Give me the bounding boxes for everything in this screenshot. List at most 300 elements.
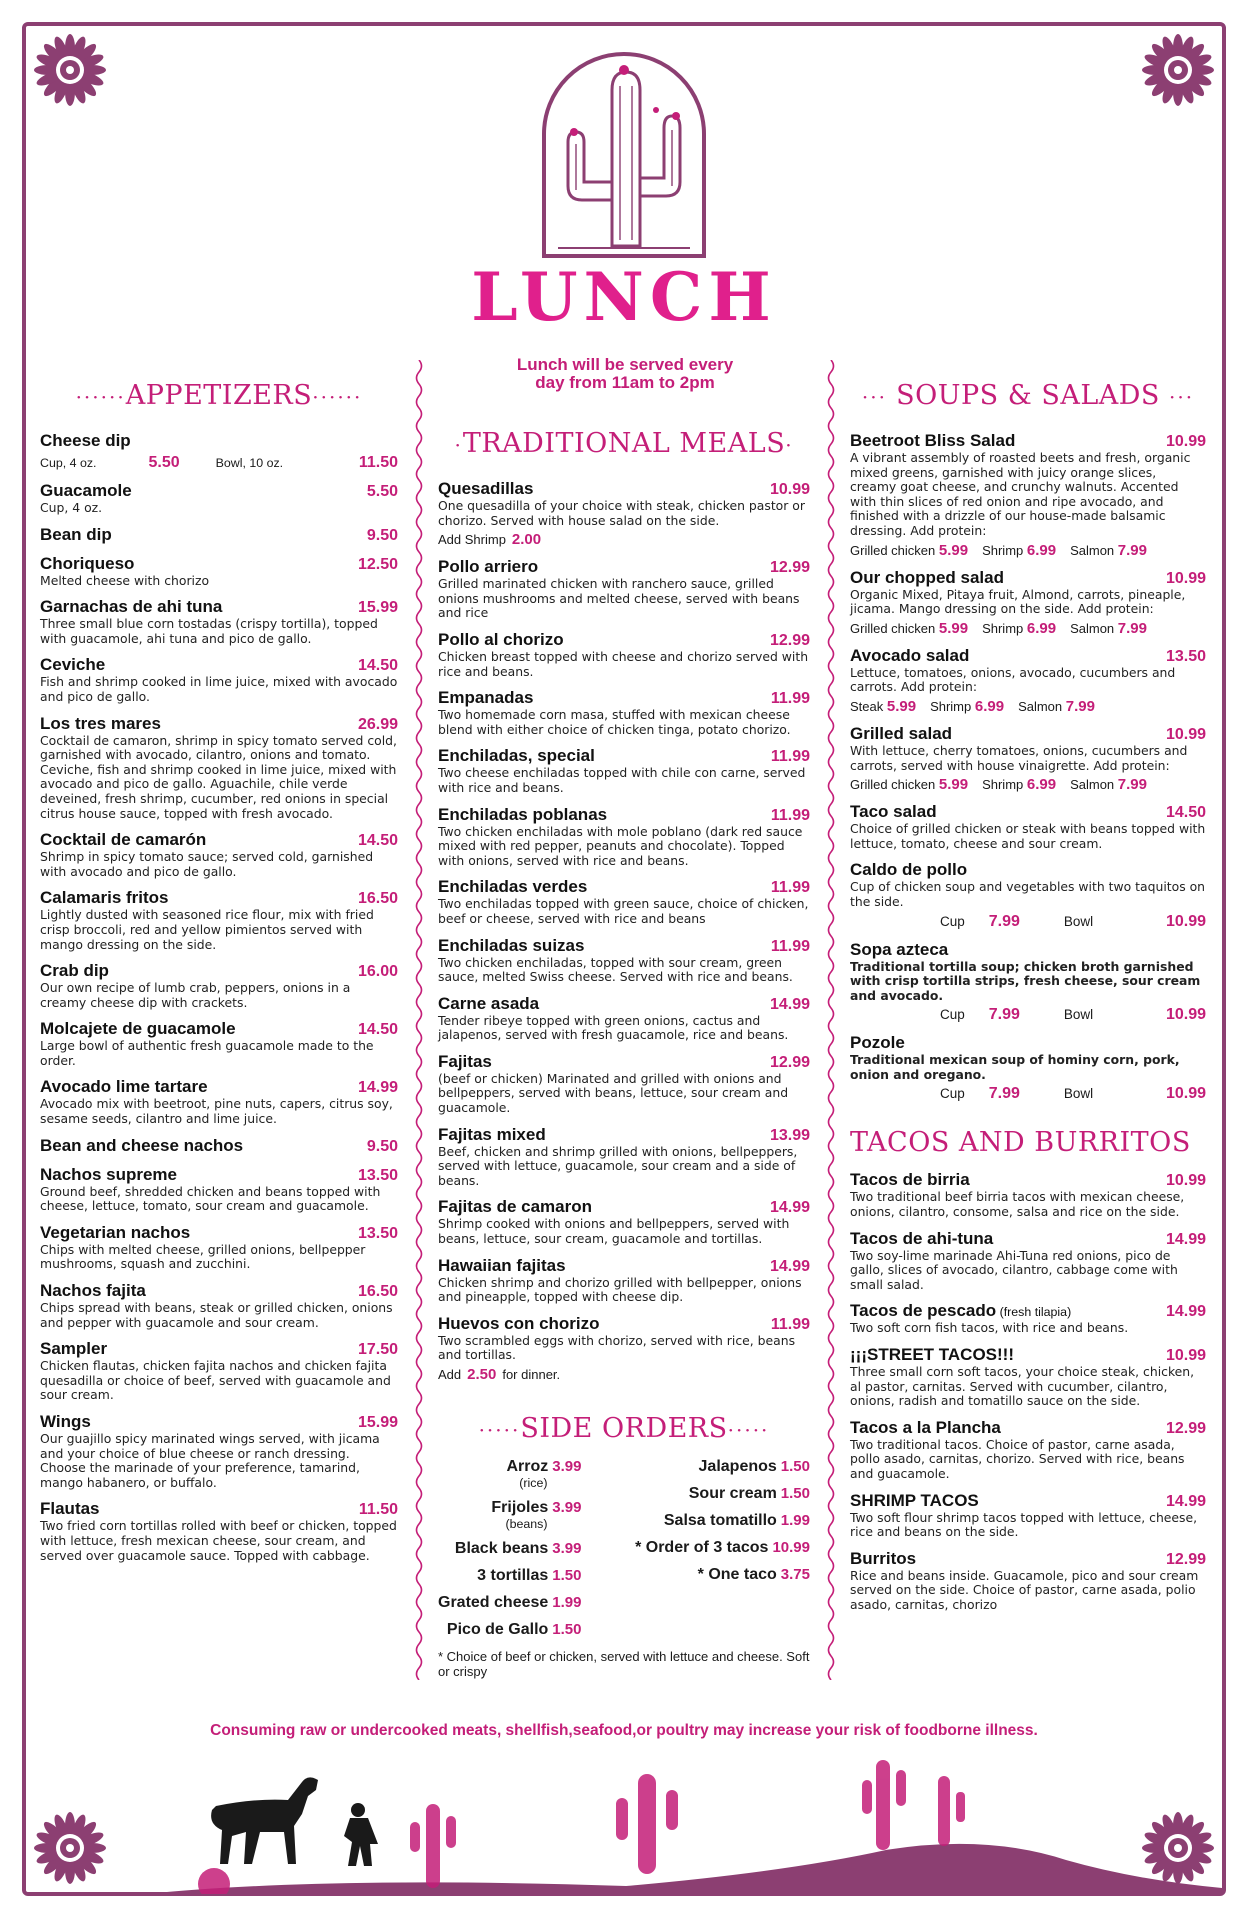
side-name: * Order of 3 tacos [635,1539,769,1556]
bowl-label: Bowl [1063,1007,1094,1023]
item-header [438,1052,810,1072]
item-header [40,1223,398,1243]
side-price: 3.99 [552,1458,582,1475]
side-order-item [438,1594,581,1612]
wavy-divider [824,360,838,1680]
item-name: Carne asada [438,993,540,1013]
side-name: Grated cheese [438,1594,549,1611]
item-price: 10.99 [1165,725,1206,743]
item-description: Chicken flautas, chicken fajita nachos and chicken fajita quesadilla or choice of beef, served with guacamole and sour cream. [40,1358,391,1403]
menu-item [40,1019,398,1068]
item-description: Chicken breast topped with cheese and chorizo served with rice and beans. [438,648,809,679]
item-description: Two fried corn tortillas rolled with beef or chicken, topped with lettuce, fresh mexican cheese, sour cream, and served over guacamole sauce. Topped with cabbage. [40,1518,397,1563]
menu-item [850,431,1206,559]
item-description: Cocktail de camaron, shrimp in spicy tomato served cold, garnished with avocado, cilantro, onions and tomato. Ceviche, fish and shrimp cooked in lime juice, mixed with avocado and pico de gallo. Aguachile, chile verde deveined, fresh shrimp, cucumber, red onions in special citrus house sauce, topped with fresh avocado. [40,732,397,821]
item-price: 14.99 [1165,1303,1206,1321]
side-name: Frijoles [491,1499,549,1516]
side-name: Sour cream [688,1485,777,1502]
item-header [438,1314,810,1334]
lunch-note-line: Lunch will be served every [516,355,734,374]
protein-label: Shrimp [982,542,1027,558]
item-price: 14.50 [357,832,398,850]
section-title: TACOS AND BURRITOS [850,1127,1191,1159]
item-name: Choriqueso [40,553,135,573]
menu-item [40,1339,398,1403]
bowl-price: 10.99 [1165,1085,1206,1103]
item-price: 11.99 [770,748,810,766]
bowl-label: Bowl [1063,1086,1094,1102]
side-note-sub: (beans) [505,1517,548,1531]
item-header [850,802,1206,822]
item-name-note: (fresh tilapia) [996,1305,1072,1320]
menu-item [850,802,1206,851]
protein-price: 5.99 [886,697,917,715]
item-description: Fish and shrimp cooked in lime juice, mixed with avocado and pico de gallo. [40,674,398,704]
section-title: ······APPETIZERS······ [75,380,363,411]
item-description: Grilled marinated chicken with ranchero sauce, grilled onions mushrooms and melted cheese, served with beans and rice [438,576,800,621]
menu-item [850,1549,1206,1613]
protein-option [850,698,916,715]
side-price: 1.99 [552,1594,582,1611]
item-name: Vegetarian nachos [40,1222,191,1242]
item-description: Two chicken enchiladas, topped with sour cream, green sauce, melted Swiss cheese. Served with rice and beans. [438,954,793,985]
item-header [438,630,810,650]
protein-options [850,620,1206,637]
menu-item [850,1229,1206,1293]
menu-item [438,805,810,869]
item-name: Hawaiian fajitas [438,1255,566,1275]
protein-option [850,620,968,637]
wavy-divider [412,360,426,1680]
menu-item [850,724,1206,793]
item-price: 17.50 [357,1341,398,1359]
item-name: Tacos de ahi-tuna [850,1228,994,1248]
cup-bowl-row [40,454,398,472]
item-description: Three small blue corn tostadas (crispy tortilla), topped with guacamole, ahi tuna and pico de gallo. [40,616,378,646]
item-header [40,597,398,617]
item-price: 13.99 [769,1126,810,1144]
menu-item [40,1281,398,1330]
item-price: 12.50 [357,555,398,573]
menu-item [40,525,398,545]
item-header [438,557,810,577]
item-header [850,1229,1206,1249]
item-description: Two scrambled eggs with chorizo, served with rice, beans and tortillas. [438,1332,796,1363]
item-header [850,1418,1206,1438]
item-description: Our own recipe of lumb crab, peppers, onions in a creamy cheese dip with crackets. [40,980,351,1010]
item-price: 14.99 [769,995,810,1013]
item-name: Cheese dip [40,431,131,450]
item-header [850,1345,1206,1365]
item-name: Pollo al chorizo [438,629,564,649]
item-name: Nachos supreme [40,1164,177,1184]
cup-bowl-row [850,1085,1206,1103]
item-name: Fajitas mixed [438,1124,546,1144]
menu-item [40,1412,398,1490]
item-name: Sampler [40,1339,108,1359]
menu-item [850,1418,1206,1482]
item-header [438,877,810,897]
item-header [850,1301,1206,1321]
menu-item [438,688,810,737]
menu-item [40,597,398,646]
menu-item [850,1170,1206,1219]
item-name: Bean dip [40,524,112,544]
menu-item [40,714,398,822]
item-description: Shrimp in spicy tomato sauce; served cold, garnished with avocado and pico de gallo. [40,849,374,879]
item-description: Two soy-lime marinade Ahi-Tuna red onions, pico de gallo, slices of avocado, cilantro, cabbage come with small salad. [850,1247,1178,1292]
protein-price: 7.99 [1117,619,1147,637]
side-order-item [455,1540,582,1558]
bowl-label: Bowl [1063,913,1094,929]
item-description: Beef, chicken and shrimp grilled with onions, bellpeppers, served with lettuce, guacamole, sour cream and a side of beans. [438,1143,798,1188]
menu-item [438,936,810,985]
item-name: Caldo de pollo [850,860,968,880]
protein-options [850,542,1206,559]
protein-options [850,776,1206,793]
item-header [40,1339,398,1359]
menu-item [438,994,810,1043]
protein-label: Shrimp [930,698,975,714]
item-name: Fajitas [438,1051,492,1071]
flower-icon [30,30,110,110]
item-price: 16.50 [357,890,398,908]
item-header [40,1019,398,1039]
menu-item [850,646,1206,715]
side-orders-grid [438,1458,810,1639]
item-header [850,646,1206,666]
item-description: Organic Mixed, Pitaya fruit, Almond, carrots, pineaple, jicama. Mango dressing on the side. Add protein: [850,586,1186,617]
soups-section [850,380,1206,1622]
item-description: (beef or chicken) Marinated and grilled with onions and bellpeppers, served with beans, lettuce, sour cream and guacamole. [438,1070,789,1116]
desert-scene [26,1740,1222,1894]
protein-label: Shrimp [982,620,1027,636]
menu-item [850,860,1206,930]
item-name: Bean and cheese nachos [40,1135,244,1155]
side-price: 1.50 [552,1621,582,1638]
item-description: Two traditional tacos. Choice of pastor, carne asada, pollo asado, carnitas, chorizo. Served with rice, beans and guacamole. [850,1436,1185,1481]
item-description: Chicken shrimp and chorizo grilled with bellpepper, onions and pineapple, topped with cheese dip. [438,1274,802,1305]
page-title: LUNCH [471,258,777,336]
protein-options [850,698,1206,715]
protein-label: Salmon [1070,542,1118,558]
item-price: 12.99 [1165,1419,1206,1437]
item-price: 16.50 [357,1283,398,1301]
item-price: 10.99 [1165,569,1206,587]
item-header [40,525,398,545]
item-name: Fajitas de camaron [438,1197,593,1217]
item-price: 10.99 [1165,433,1206,450]
item-name: Empanadas [438,688,534,708]
protein-price: 7.99 [1117,541,1147,559]
item-price: 5.50 [366,483,398,500]
menu-item [40,431,398,472]
item-header [850,1033,1206,1053]
item-description: Two cheese enchiladas topped with chile con carne, served with rice and beans. [438,765,806,795]
side-price: 1.50 [552,1567,582,1584]
item-price: 13.50 [357,1224,398,1242]
menu-item [438,557,810,621]
protein-price: 6.99 [974,697,1005,715]
side-order-item [507,1458,582,1476]
food-warning: Consuming raw or undercooked meats, shellfish,seafood,or poultry may increase your risk of foodborne illness. [210,1722,1038,1739]
side-note-sub: (rice) [519,1476,548,1490]
protein-label: Shrimp [982,777,1027,793]
menu-item [438,630,810,679]
menu-item [438,877,810,926]
item-header [438,1125,810,1145]
item-price: 11.99 [770,1315,810,1333]
add-on-row [438,531,810,548]
item-description: Ground beef, shredded chicken and beans topped with cheese, lettuce, tomato, sour cream and guacamole. [40,1183,381,1214]
protein-price: 6.99 [1026,541,1057,559]
menu-item [40,1223,398,1272]
cup-bowl-row [850,1006,1206,1024]
item-price: 13.50 [1165,647,1206,665]
item-name: Our chopped salad [850,567,1004,587]
item-name: Pollo arriero [438,557,539,577]
item-header [40,431,398,451]
item-name: Tacos de pescado (fresh tilapia) [850,1301,1072,1321]
item-header [438,479,810,499]
item-header [40,1136,398,1156]
item-price: 12.99 [769,559,810,577]
side-order-item [491,1499,581,1517]
cactus-logo [538,50,710,260]
item-name: Wings [40,1412,91,1431]
cup-bowl-row [850,913,1206,931]
item-name: Pozole [850,1033,905,1053]
item-price: 10.99 [769,481,810,498]
item-header [850,1170,1206,1190]
item-name: Avocado lime tartare [40,1077,208,1097]
item-description: Lettuce, tomatoes, onions, avocado, cucumbers and carrots. Add protein: [850,664,1176,695]
item-description: Melted cheese with chorizo [40,572,210,588]
protein-label: Steak [850,698,887,714]
item-description: A vibrant assembly of roasted beets and fresh, organic mixed greens, garnished with juicy orange slices, creamy goat cheese, and crunchy walnuts. Accented with thin slices of red onion and ripe avocado, and finished with a drizzle of our house-made balsamic dressing. Add protein: [850,450,1191,538]
menu-item [850,1345,1206,1409]
item-name: Nachos fajita [40,1281,146,1301]
protein-price: 7.99 [1117,776,1147,794]
protein-label: Salmon [1070,620,1118,636]
section-title: ·TRADITIONAL MEALS· [454,428,794,459]
item-price: 9.50 [366,1137,398,1155]
item-price: 12.99 [769,631,810,649]
item-header [438,746,810,766]
item-price: 11.50 [358,1501,398,1519]
protein-option [930,698,1004,715]
side-order-item [689,1485,810,1503]
item-name: Quesadillas [438,479,534,498]
side-price: 3.75 [780,1566,810,1583]
add-on-row [438,1366,810,1383]
item-name: Beetroot Bliss Salad [850,431,1016,450]
add-on-note: for dinner. [502,1367,561,1382]
lunch-note-line: day from 11am to 2pm [535,373,715,392]
side-note: * Choice of beef or chicken, served with lettuce and cheese. Soft or crispy [438,1649,810,1679]
item-name: Enchiladas poblanas [438,804,608,824]
add-on-price: 2.50 [467,1366,497,1383]
flower-icon [1138,30,1218,110]
item-header [438,688,810,708]
item-name: Avocado salad [850,645,970,665]
menu-item [40,888,398,952]
menu-item [40,481,398,516]
item-name: Molcajete de guacamole [40,1019,236,1039]
item-header [40,1281,398,1301]
item-price: 26.99 [357,715,398,733]
item-description: Two soft flour shrimp tacos topped with lettuce, cheese, rice and beans on the side. [850,1509,1198,1540]
item-header [40,1412,398,1432]
menu-item [40,961,398,1010]
protein-option [1070,776,1147,793]
side-name: Jalapenos [698,1458,777,1475]
menu-item [438,1052,810,1116]
item-description: Chips spread with beans, steak or grilled chicken, onions and pepper with guacamole and sour cream. [40,1300,393,1330]
protein-option [982,542,1056,559]
menu-item [40,554,398,589]
side-price: 1.99 [780,1512,810,1529]
item-header [40,888,398,908]
add-on-label: Add Shrimp [438,532,506,548]
item-price: 14.99 [1165,1492,1206,1510]
item-name: Huevos con chorizo [438,1313,600,1333]
item-header [438,1256,810,1276]
item-price: 11.99 [770,937,810,955]
cup-price: 7.99 [988,1085,1020,1103]
protein-price: 5.99 [938,619,969,637]
menu-item [850,568,1206,637]
item-name: Los tres mares [40,713,161,733]
menu-item [40,1165,398,1214]
item-description: Chips with melted cheese, grilled onions, bellpepper mushrooms, squash and zucchini. [40,1241,366,1272]
item-name: Tacos de birria [850,1170,970,1190]
menu-item [850,940,1206,1025]
menu-item [40,1077,398,1126]
item-description: Cup of chicken soup and vegetables with two taquitos on the side. [850,879,1206,909]
item-name: Ceviche [40,655,106,675]
item-price: 14.99 [1165,1230,1206,1248]
item-header [40,1165,398,1185]
item-price: 14.99 [357,1079,398,1097]
bowl-label: Bowl, 10 oz. [215,456,284,470]
item-header [850,860,1206,880]
item-price: 14.99 [769,1199,810,1217]
side-price: 3.99 [552,1540,582,1557]
cup-price: 5.50 [148,454,180,471]
item-description: Two enchiladas topped with green sauce, choice of chicken, beef or cheese, served with rice and beans [438,896,809,926]
menu-item [40,655,398,704]
protein-price: 6.99 [1026,619,1057,637]
item-description: One quesadilla of your choice with steak, chicken pastor or chorizo. Served with house salad on the side. [438,498,805,528]
item-description: Traditional tortilla soup; chicken broth garnished with crisp tortilla strips, fresh cheese, sour cream and avocado. [850,958,1201,1003]
menu-item [850,1491,1206,1540]
item-description: Traditional mexican soup of hominy corn, pork, onion and oregano. [850,1052,1180,1082]
item-header [850,1549,1206,1569]
item-description: Cup, 4 oz. [40,500,103,515]
item-name: Grilled salad [850,723,953,743]
add-on-price: 2.00 [511,531,542,549]
menu-item [438,1125,810,1189]
item-name: Calamaris fritos [40,888,169,908]
menu-item [850,1033,1206,1103]
side-order-item [699,1458,810,1476]
cup-label: Cup [940,1086,965,1102]
side-name: Black beans [454,1540,549,1557]
item-price: 13.50 [357,1166,398,1184]
item-description: Tender ribeye topped with green onions, cactus and jalapenos, served with fresh guacamole, rice and beans. [438,1012,789,1043]
protein-option [850,542,968,559]
side-order-item [477,1567,581,1585]
side-order-item [635,1539,810,1557]
item-price: 10.99 [1165,1347,1206,1365]
item-header [850,940,1206,960]
side-order-item [447,1621,582,1639]
item-price: 9.50 [366,526,398,544]
menu-item [850,1301,1206,1336]
side-name: 3 tortillas [477,1567,549,1584]
add-on-label: Add [438,1367,462,1382]
item-header [438,805,810,825]
item-price: 11.99 [770,690,810,708]
item-name: Crab dip [40,961,109,981]
item-price: 16.00 [357,963,398,981]
item-description: Avocado mix with beetroot, pine nuts, capers, citrus soy, sesame seeds, cilantro and lime juice. [40,1096,393,1127]
side-order-item [698,1566,810,1584]
item-name: Taco salad [850,802,937,822]
item-name: Enchiladas, special [438,746,595,766]
menu-item [438,746,810,795]
protein-price: 7.99 [1065,697,1095,715]
item-price: 11.99 [770,806,810,824]
item-price: 14.50 [1165,804,1206,822]
protein-price: 6.99 [1026,776,1057,794]
item-price: 11.99 [770,879,810,897]
side-price: 1.50 [780,1485,810,1502]
item-price: 12.99 [1165,1550,1206,1568]
protein-option [1070,542,1147,559]
protein-label: Grilled chicken [850,542,939,558]
item-price: 14.99 [769,1257,810,1275]
menu-item [438,1256,810,1305]
item-price: 14.50 [357,1021,398,1039]
protein-label: Salmon [1018,698,1066,714]
item-header [438,994,810,1014]
item-name: Guacamole [40,481,132,500]
item-description: Two chicken enchiladas with mole poblano (dark red sauce mixed with red pepper, peanuts and chocolate). Topped with onions, served with rice and beans. [438,823,803,868]
item-price: 14.50 [357,657,398,675]
item-description: Lightly dusted with seasoned rice flour, mix with fried crisp broccoli, red and yellow pimientos served with mango dressing on the side. [40,907,374,952]
side-name: * One taco [697,1566,777,1583]
item-name: Cocktail de camarón [40,830,207,850]
side-order-item [664,1512,810,1530]
menu-item [438,479,810,548]
item-header [438,1197,810,1217]
menu-item [40,830,398,879]
item-header [850,431,1206,451]
protein-option [850,776,968,793]
bowl-price: 10.99 [1165,1006,1206,1024]
item-header [40,1077,398,1097]
item-header [40,655,398,675]
section-title: ·····SIDE ORDERS····· [478,1413,770,1444]
item-name: Flautas [40,1499,100,1519]
protein-price: 5.99 [938,541,969,559]
item-price: 15.99 [357,599,398,617]
item-description: With lettuce, cherry tomatoes, onions, cucumbers and carrots, served with house vinaigrette. Add protein: [850,742,1188,773]
item-header [850,724,1206,744]
protein-label: Grilled chicken [850,620,939,636]
